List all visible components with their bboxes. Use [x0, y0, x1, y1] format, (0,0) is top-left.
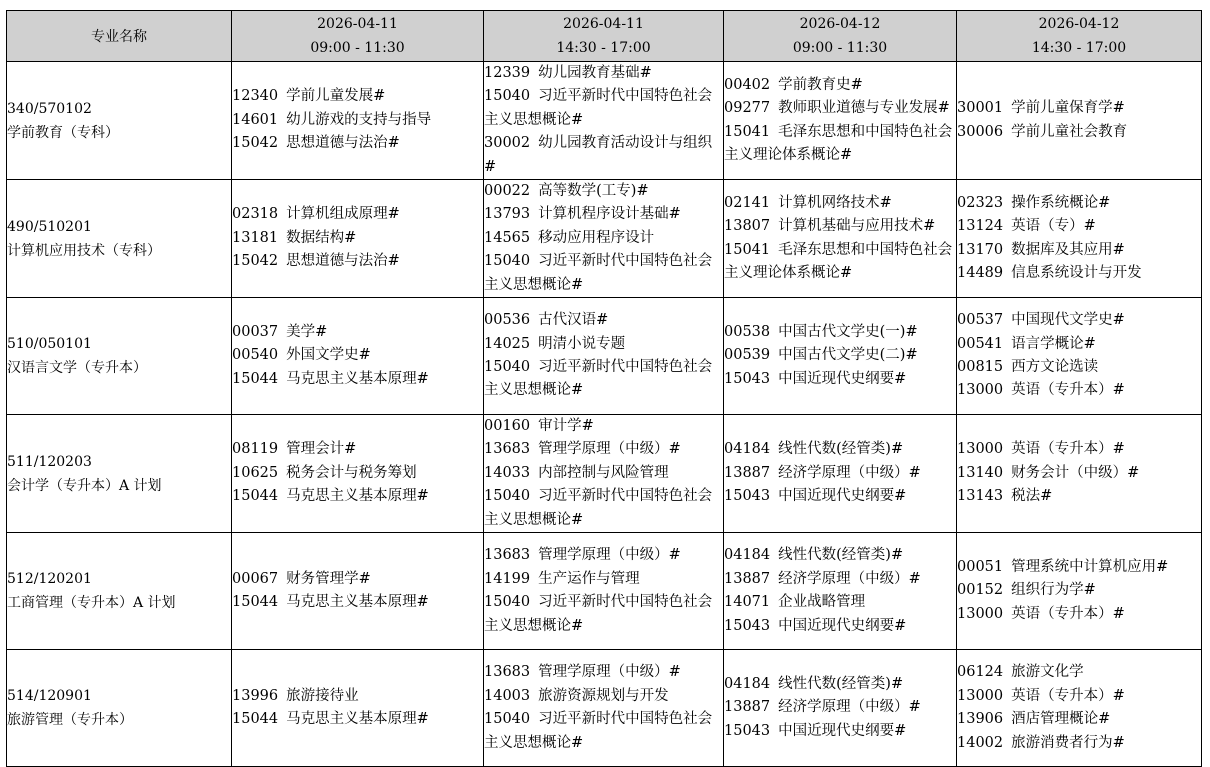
course-name: 旅游资源规划与开发: [538, 687, 669, 704]
course-code: 06124: [957, 664, 1004, 681]
course-entry: [724, 74, 956, 97]
course-name: 习近平新时代中国特色社会主义思想概论#: [484, 359, 713, 399]
course-entry: [232, 203, 483, 226]
course-entry: [957, 262, 1201, 285]
course-entry: [957, 708, 1201, 731]
course-name: 思想道德与法治#: [286, 253, 400, 270]
table-row: [7, 415, 1202, 533]
course-name: 管理系统中计算机应用#: [1011, 558, 1169, 575]
course-name: 酒店管理概论#: [1011, 711, 1111, 728]
course-entry: [484, 544, 723, 567]
session-cell: [724, 298, 957, 415]
major-cell: [7, 533, 232, 650]
course-code: 15043: [724, 488, 771, 505]
major-name: 旅游管理（专升本）: [7, 712, 133, 729]
course-code: 14071: [724, 594, 771, 611]
course-entry: [484, 180, 723, 203]
course-entry: [724, 438, 956, 461]
course-name: 幼儿园教育活动设计与组织#: [484, 135, 713, 175]
course-code: 13000: [957, 687, 1004, 704]
session-cell: [724, 533, 957, 650]
course-entry: [484, 485, 723, 532]
course-name: 学前儿童发展#: [286, 88, 386, 105]
course-name: 中国近现代史纲要#: [778, 617, 907, 634]
course-code: 15041: [724, 241, 771, 258]
course-name: 马克思主义基本原理#: [286, 370, 429, 387]
session-cell: [232, 415, 484, 533]
course-entry: [232, 85, 483, 108]
course-code: 10625: [232, 464, 279, 481]
course-code: 00537: [957, 312, 1004, 329]
course-name: 西方文论选读: [1011, 359, 1099, 376]
session-cell: [957, 415, 1202, 533]
course-name: 外国文学史#: [286, 347, 371, 364]
course-entry: [484, 62, 723, 85]
course-entry: [232, 485, 483, 508]
major-code: 510/050101: [7, 336, 92, 353]
course-code: 15040: [484, 359, 531, 376]
course-name: 经济学原理（中级）#: [778, 699, 921, 716]
course-code: 02318: [232, 206, 279, 223]
table-row: [7, 650, 1202, 767]
session-cell: [724, 62, 957, 180]
course-name: 操作系统概论#: [1011, 194, 1111, 211]
course-entry: [232, 321, 483, 344]
course-entry: [957, 356, 1201, 379]
course-entry: [484, 309, 723, 332]
course-code: 15040: [484, 88, 531, 105]
course-entry: [484, 85, 723, 132]
course-name: 税法#: [1011, 488, 1053, 505]
course-name: 旅游文化学: [1011, 664, 1084, 681]
course-entry: [484, 203, 723, 226]
course-code: 14565: [484, 229, 531, 246]
course-code: 13887: [724, 464, 771, 481]
course-code: 02323: [957, 194, 1004, 211]
course-name: 中国古代文学史(二)#: [778, 347, 918, 364]
course-name: 线性代数(经管类)#: [778, 547, 904, 564]
course-name: 英语（专升本）#: [1011, 605, 1125, 622]
course-code: 13143: [957, 488, 1004, 505]
course-entry: [232, 344, 483, 367]
course-entry: [724, 485, 956, 508]
course-code: 00051: [957, 558, 1004, 575]
course-code: 14002: [957, 734, 1004, 751]
course-code: 00538: [724, 323, 771, 340]
major-name: 工商管理（专升本）A 计划: [7, 595, 176, 612]
course-entry: [724, 696, 956, 719]
course-entry: [484, 250, 723, 297]
table-row: [7, 298, 1202, 415]
course-entry: [484, 685, 723, 708]
course-entry: [957, 603, 1201, 626]
course-name: 学前儿童保育学#: [1011, 100, 1125, 117]
course-name: 英语（专升本）#: [1011, 441, 1125, 458]
table-row: [7, 533, 1202, 650]
course-name: 习近平新时代中国特色社会主义思想概论#: [484, 253, 713, 293]
course-entry: [484, 462, 723, 485]
course-name: 英语（专升本）#: [1011, 382, 1125, 399]
course-code: 15042: [232, 135, 279, 152]
course-entry: [724, 568, 956, 591]
course-name: 学前儿童社会教育: [1011, 123, 1128, 140]
course-name: 税务会计与税务筹划: [286, 464, 417, 481]
session-cell: [484, 62, 724, 180]
course-name: 中国现代文学史#: [1011, 312, 1125, 329]
course-name: 思想道德与法治#: [286, 135, 400, 152]
course-entry: [957, 579, 1201, 602]
course-code: 14601: [232, 111, 279, 128]
course-entry: [232, 708, 483, 731]
course-name: 高等数学(工专)#: [538, 183, 649, 200]
course-entry: [232, 462, 483, 485]
course-name: 管理学原理（中级）#: [538, 664, 681, 681]
session-cell: [957, 533, 1202, 650]
session-cell: [232, 180, 484, 298]
session-time: 14:30 - 17:00: [1031, 40, 1127, 56]
course-code: 00160: [484, 418, 531, 435]
course-code: 15043: [724, 722, 771, 739]
course-name: 语言学概论#: [1011, 335, 1096, 352]
course-code: 13181: [232, 229, 279, 246]
course-code: 30002: [484, 135, 531, 152]
course-code: 14199: [484, 570, 531, 587]
course-entry: [232, 438, 483, 461]
course-name: 毛泽东思想和中国特色社会主义理论体系概论#: [724, 123, 953, 163]
course-code: 14003: [484, 687, 531, 704]
course-entry: [724, 215, 956, 238]
course-code: 14489: [957, 264, 1004, 281]
course-entry: [484, 132, 723, 179]
course-name: 旅游接待业: [286, 687, 359, 704]
course-code: 13887: [724, 570, 771, 587]
course-name: 财务管理学#: [286, 570, 371, 587]
major-code: 490/510201: [7, 218, 92, 235]
course-name: 习近平新时代中国特色社会主义思想概论#: [484, 488, 713, 528]
session-time: 09:00 - 11:30: [792, 40, 888, 56]
course-entry: [957, 556, 1201, 579]
course-code: 13807: [724, 218, 771, 235]
course-entry: [484, 568, 723, 591]
session-cell: [484, 180, 724, 298]
major-cell: [7, 62, 232, 180]
session-header-4: [957, 11, 1202, 62]
course-entry: [484, 356, 723, 403]
major-cell: [7, 298, 232, 415]
course-name: 经济学原理（中级）#: [778, 464, 921, 481]
session-cell: [484, 533, 724, 650]
course-name: 美学#: [286, 323, 328, 340]
session-date: 2026-04-11: [563, 16, 644, 32]
session-header-3: [724, 11, 957, 62]
course-code: 13170: [957, 241, 1004, 258]
course-entry: [724, 344, 956, 367]
course-code: 15044: [232, 711, 279, 728]
course-entry: [957, 732, 1201, 755]
course-name: 马克思主义基本原理#: [286, 594, 429, 611]
course-code: 13683: [484, 547, 531, 564]
course-name: 习近平新时代中国特色社会主义思想概论#: [484, 88, 713, 128]
course-code: 00815: [957, 359, 1004, 376]
major-cell: [7, 415, 232, 533]
session-cell: [232, 650, 484, 767]
course-code: 00536: [484, 312, 531, 329]
course-name: 中国近现代史纲要#: [778, 722, 907, 739]
course-entry: [957, 97, 1201, 120]
course-code: 15040: [484, 488, 531, 505]
course-name: 生产运作与管理: [538, 570, 640, 587]
course-code: 00402: [724, 76, 771, 93]
major-code: 511/120203: [7, 453, 92, 470]
course-entry: [957, 379, 1201, 402]
course-name: 教师职业道德与专业发展#: [778, 100, 950, 117]
major-name: 汉语言文学（专升本）: [7, 360, 147, 377]
session-header-1: [232, 11, 484, 62]
course-name: 学前教育史#: [778, 76, 863, 93]
course-name: 马克思主义基本原理#: [286, 488, 429, 505]
course-code: 00022: [484, 183, 531, 200]
course-code: 12340: [232, 88, 279, 105]
course-entry: [724, 239, 956, 286]
course-name: 习近平新时代中国特色社会主义思想概论#: [484, 594, 713, 634]
course-code: 08119: [232, 441, 279, 458]
course-entry: [957, 309, 1201, 332]
course-entry: [484, 333, 723, 356]
session-cell: [957, 180, 1202, 298]
course-name: 线性代数(经管类)#: [778, 441, 904, 458]
course-code: 04184: [724, 675, 771, 692]
course-entry: [724, 591, 956, 614]
session-cell: [484, 650, 724, 767]
course-name: 数据结构#: [286, 229, 357, 246]
course-name: 幼儿园教育基础#: [538, 65, 652, 81]
course-name: 财务会计（中级）#: [1011, 464, 1140, 481]
course-name: 管理学原理（中级）#: [538, 547, 681, 564]
course-code: 14025: [484, 335, 531, 352]
course-name: 组织行为学#: [1011, 582, 1096, 599]
course-entry: [484, 438, 723, 461]
course-entry: [957, 192, 1201, 215]
course-entry: [724, 462, 956, 485]
course-name: 毛泽东思想和中国特色社会主义理论体系概论#: [724, 241, 953, 281]
course-entry: [724, 321, 956, 344]
course-code: 00539: [724, 347, 771, 364]
course-entry: [232, 227, 483, 250]
course-code: 00541: [957, 335, 1004, 352]
course-entry: [957, 121, 1201, 144]
course-code: 13683: [484, 664, 531, 681]
course-code: 13887: [724, 699, 771, 716]
session-date: 2026-04-12: [1038, 16, 1120, 32]
session-cell: [724, 650, 957, 767]
course-entry: [957, 333, 1201, 356]
course-code: 15042: [232, 253, 279, 270]
course-name: 马克思主义基本原理#: [286, 711, 429, 728]
course-code: 13124: [957, 218, 1004, 235]
course-code: 02141: [724, 194, 771, 211]
course-code: 13996: [232, 687, 279, 704]
major-column-header: [7, 11, 232, 62]
course-code: 15040: [484, 594, 531, 611]
major-name: 学前教育（专科）: [7, 124, 119, 141]
course-code: 13000: [957, 605, 1004, 622]
course-code: 15044: [232, 594, 279, 611]
course-name: 明清小说专题: [538, 335, 626, 352]
course-entry: [724, 368, 956, 391]
course-code: 00067: [232, 570, 279, 587]
course-entry: [232, 132, 483, 155]
course-name: 计算机组成原理#: [286, 206, 400, 223]
course-entry: [957, 215, 1201, 238]
session-cell: [484, 415, 724, 533]
major-code: 340/570102: [7, 100, 92, 117]
course-code: 00540: [232, 347, 279, 364]
session-cell: [957, 650, 1202, 767]
course-entry: [232, 685, 483, 708]
major-code: 512/120201: [7, 571, 92, 588]
course-entry: [232, 368, 483, 391]
course-name: 企业战略管理: [778, 594, 866, 611]
major-name: 会计学（专升本）A 计划: [7, 477, 162, 494]
course-name: 管理学原理（中级）#: [538, 441, 681, 458]
course-entry: [484, 591, 723, 638]
session-cell: [957, 298, 1202, 415]
course-code: 09277: [724, 100, 771, 117]
course-entry: [484, 661, 723, 684]
session-header-2: [484, 11, 724, 62]
session-date: 2026-04-12: [799, 16, 881, 32]
course-name: 幼儿游戏的支持与指导: [286, 111, 432, 128]
table-row: [7, 62, 1202, 180]
course-name: 中国古代文学史(一)#: [778, 323, 918, 340]
course-name: 旅游消费者行为#: [1011, 734, 1125, 751]
course-name: 数据库及其应用#: [1011, 241, 1125, 258]
course-entry: [724, 121, 956, 168]
session-cell: [724, 180, 957, 298]
course-code: 13000: [957, 382, 1004, 399]
course-code: 13683: [484, 441, 531, 458]
course-code: 15041: [724, 123, 771, 140]
course-entry: [232, 109, 483, 132]
course-code: 13906: [957, 711, 1004, 728]
course-code: 04184: [724, 441, 771, 458]
course-code: 13000: [957, 441, 1004, 458]
session-cell: [232, 533, 484, 650]
course-entry: [724, 544, 956, 567]
course-entry: [957, 661, 1201, 684]
course-name: 中国近现代史纲要#: [778, 370, 907, 387]
course-name: 经济学原理（中级）#: [778, 570, 921, 587]
session-time: 09:00 - 11:30: [310, 40, 405, 56]
course-code: 00037: [232, 323, 279, 340]
course-entry: [232, 568, 483, 591]
course-name: 管理会计#: [286, 441, 357, 458]
major-name: 计算机应用技术（专科）: [7, 242, 161, 259]
session-cell: [232, 298, 484, 415]
course-code: 15043: [724, 617, 771, 634]
course-entry: [484, 708, 723, 755]
course-code: 14033: [484, 464, 531, 481]
session-cell: [957, 62, 1202, 180]
course-code: 15040: [484, 253, 531, 270]
course-name: 计算机基础与应用技术#: [778, 218, 936, 235]
course-entry: [724, 615, 956, 638]
course-code: 12339: [484, 65, 531, 81]
course-entry: [724, 720, 956, 743]
session-time: 14:30 - 17:00: [556, 40, 651, 56]
course-code: 15044: [232, 488, 279, 505]
course-name: 信息系统设计与开发: [1011, 264, 1142, 281]
major-cell: [7, 650, 232, 767]
course-name: 计算机程序设计基础#: [538, 206, 681, 223]
course-code: 15040: [484, 711, 531, 728]
course-entry: [484, 227, 723, 250]
session-cell: [724, 415, 957, 533]
course-entry: [957, 438, 1201, 461]
session-cell: [484, 298, 724, 415]
course-code: 00152: [957, 582, 1004, 599]
major-code: 514/120901: [7, 688, 92, 705]
header-row: [7, 11, 1202, 62]
course-code: 15043: [724, 370, 771, 387]
course-name: 中国近现代史纲要#: [778, 488, 907, 505]
session-cell: [232, 62, 484, 180]
course-code: 30006: [957, 123, 1004, 140]
course-code: 30001: [957, 100, 1004, 117]
course-name: 审计学#: [538, 418, 594, 435]
course-name: 英语（专升本）#: [1011, 687, 1125, 704]
exam-schedule-table: [6, 10, 1202, 767]
course-entry: [957, 685, 1201, 708]
course-name: 计算机网络技术#: [778, 194, 892, 211]
course-name: 古代汉语#: [538, 312, 609, 329]
course-code: 04184: [724, 547, 771, 564]
course-entry: [957, 462, 1201, 485]
course-name: 线性代数(经管类)#: [778, 675, 904, 692]
course-name: 内部控制与风险管理: [538, 464, 669, 481]
course-entry: [724, 97, 956, 120]
course-entry: [232, 250, 483, 273]
session-date: 2026-04-11: [317, 16, 398, 32]
course-entry: [957, 485, 1201, 508]
table-row: [7, 180, 1202, 298]
course-entry: [232, 591, 483, 614]
course-entry: [724, 673, 956, 696]
major-cell: [7, 180, 232, 298]
course-entry: [957, 239, 1201, 262]
course-code: 13140: [957, 464, 1004, 481]
course-name: 英语（专）#: [1011, 218, 1096, 235]
course-code: 13793: [484, 206, 531, 223]
course-name: 习近平新时代中国特色社会主义思想概论#: [484, 711, 713, 751]
course-entry: [724, 192, 956, 215]
schedule-body: [7, 62, 1202, 767]
course-code: 15044: [232, 370, 279, 387]
course-name: 移动应用程序设计: [538, 229, 655, 246]
major-column-header-label: 专业名称: [91, 29, 147, 45]
course-entry: [484, 415, 723, 438]
